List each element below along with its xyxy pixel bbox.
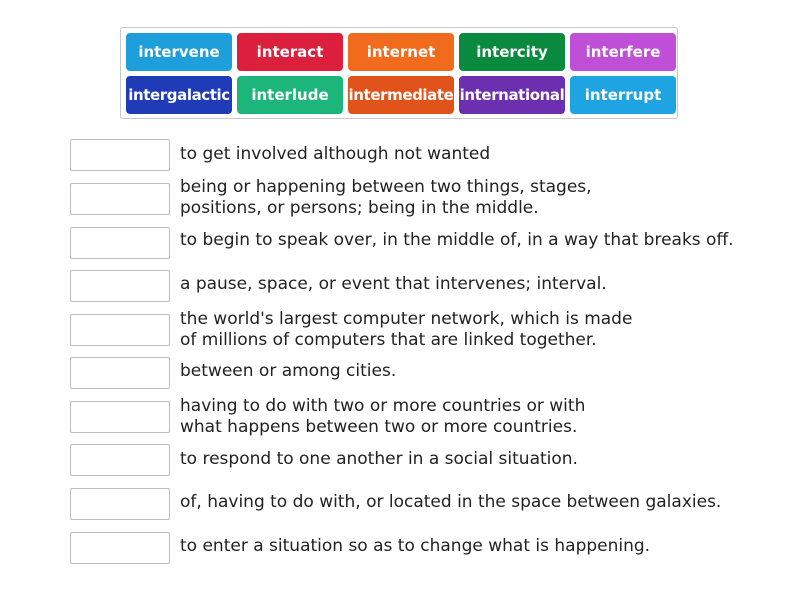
- clue-line: to begin to speak over, in the middle of, in a way that breaks off.: [180, 230, 734, 250]
- word-tile-international[interactable]: international: [459, 76, 565, 114]
- clue-text: [180, 396, 760, 438]
- clue-line: a pause, space, or event that intervenes; interval.: [180, 274, 607, 294]
- clue-line: positions, or persons; being in the middle.: [180, 198, 539, 218]
- clue-line: to respond to one another in a social situation.: [180, 449, 578, 469]
- clue-text: [180, 144, 760, 165]
- clue-line: being or happening between two things, stages,: [180, 177, 592, 197]
- answer-drop-box[interactable]: [70, 270, 170, 302]
- clue-text: [180, 230, 760, 251]
- word-tile-interact[interactable]: interact: [237, 33, 343, 71]
- word-tile-intervene[interactable]: intervene: [126, 33, 232, 71]
- word-tile-internet[interactable]: internet: [348, 33, 454, 71]
- clue-text: [180, 177, 760, 219]
- answer-drop-box[interactable]: [70, 183, 170, 215]
- word-tile-interlude[interactable]: interlude: [237, 76, 343, 114]
- word-tile-intermediate[interactable]: intermediate: [348, 76, 454, 114]
- word-tile-interrupt[interactable]: interrupt: [570, 76, 676, 114]
- answer-drop-box[interactable]: [70, 314, 170, 346]
- answer-drop-box[interactable]: [70, 139, 170, 171]
- clue-line: to enter a situation so as to change what is happening.: [180, 536, 651, 556]
- answer-drop-box[interactable]: [70, 488, 170, 520]
- answer-drop-box[interactable]: [70, 401, 170, 433]
- clue-text: [180, 309, 760, 351]
- answer-drop-box[interactable]: [70, 532, 170, 564]
- word-tile-intergalactic[interactable]: intergalactic: [126, 76, 232, 114]
- answer-drop-box[interactable]: [70, 227, 170, 259]
- word-bank: [120, 27, 678, 119]
- clue-text: [180, 361, 760, 382]
- clue-text: [180, 449, 760, 470]
- word-tile-intercity[interactable]: intercity: [459, 33, 565, 71]
- clue-text: [180, 536, 760, 557]
- clue-line: what happens between two or more countries.: [180, 417, 578, 437]
- clue-line: of, having to do with, or located in the space between galaxies.: [180, 492, 722, 512]
- clue-text: [180, 492, 760, 513]
- clue-text: [180, 274, 760, 295]
- answer-drop-box[interactable]: [70, 357, 170, 389]
- word-tile-interfere[interactable]: interfere: [570, 33, 676, 71]
- clue-line: to get involved although not wanted: [180, 144, 491, 164]
- clue-line: between or among cities.: [180, 361, 397, 381]
- clue-line: of millions of computers that are linked together.: [180, 330, 597, 350]
- clue-line: the world's largest computer network, which is made: [180, 309, 633, 329]
- answer-drop-box[interactable]: [70, 444, 170, 476]
- clue-line: having to do with two or more countries or with: [180, 396, 586, 416]
